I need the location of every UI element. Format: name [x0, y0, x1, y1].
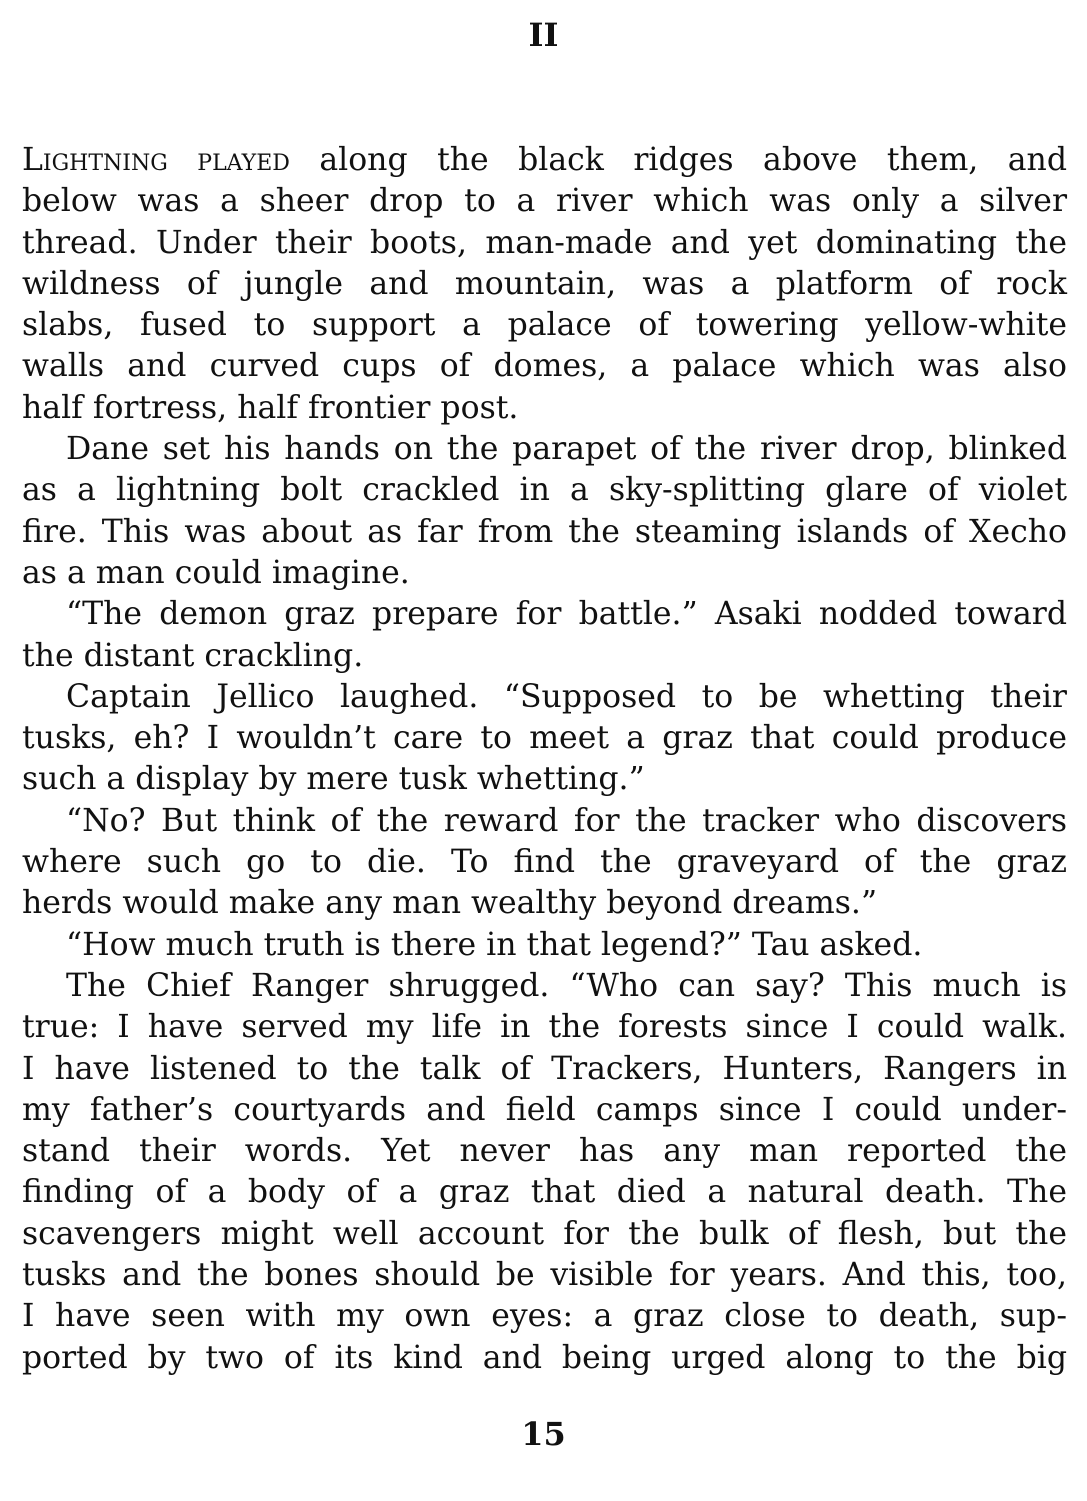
text-line: my father’s courtyards and field camps since I could under-: [22, 1091, 1067, 1128]
text-line: finding of a body of a graz that died a natural death. The: [22, 1174, 1067, 1211]
text-line: below was a sheer drop to a river which was only a silver: [22, 183, 1067, 220]
text-line: slabs, fused to support a palace of towering yellow-white: [22, 307, 1067, 344]
text-line-segment: along the black ridges above them, and: [289, 142, 1068, 178]
paragraph-4: [22, 677, 1067, 801]
text-line: true: I have served my life in the forests since I could walk.: [22, 1009, 1067, 1046]
text-line: half fortress, half frontier post.: [22, 389, 519, 426]
text-line: I have seen with my own eyes: a graz close to death, sup-: [22, 1298, 1067, 1335]
text-line: herds would make any man wealthy beyond dreams.”: [22, 885, 878, 922]
paragraph-1: [22, 140, 1067, 429]
text-line: “How much truth is there in that legend?” Tau asked.: [66, 926, 923, 963]
text-line: as a man could imagine.: [22, 554, 410, 591]
text-line: tusks and the bones should be visible for years. And this, too,: [22, 1257, 1067, 1294]
text-line: such a display by mere tusk whetting.”: [22, 761, 645, 798]
chapter-heading: II: [528, 16, 559, 54]
text-line: The Chief Ranger shrugged. “Who can say? This much is: [66, 967, 1067, 1004]
text-line: wildness of jungle and mountain, was a platform of rock: [22, 265, 1067, 302]
paragraph-2: [22, 429, 1067, 594]
text-line: Dane set his hands on the parapet of the river drop, blinked: [66, 431, 1067, 468]
text-line: tusks, eh? I wouldn’t care to meet a graz that could produce: [22, 720, 1067, 757]
text-line: I have listened to the talk of Trackers, Hunters, Rangers in: [22, 1050, 1067, 1087]
opening-smallcaps: Lightning played: [22, 142, 290, 178]
text-line: “No? But think of the reward for the tracker who discovers: [66, 802, 1067, 839]
paragraph-7: [22, 966, 1067, 1379]
text-line: thread. Under their boots, man-made and yet dominating the: [22, 224, 1067, 261]
text-line: scavengers might well account for the bulk of flesh, but the: [22, 1215, 1067, 1252]
text-line: [22, 140, 1067, 181]
text-line: stand their words. Yet never has any man reported the: [22, 1133, 1067, 1170]
paragraph-5: [22, 801, 1067, 925]
text-line: where such go to die. To find the graveyard of the graz: [22, 844, 1067, 881]
page-number: 15: [521, 1415, 566, 1453]
text-line: the distant crackling.: [22, 637, 364, 674]
text-line: walls and curved cups of domes, a palace which was also: [22, 348, 1067, 385]
paragraph-6: [22, 925, 1067, 966]
text-body: [22, 140, 1067, 1379]
text-line: fire. This was about as far from the steaming islands of Xecho: [22, 513, 1067, 550]
text-line: ported by two of its kind and being urged along to the big: [22, 1339, 1067, 1376]
text-line: as a lightning bolt crackled in a sky-splitting glare of violet: [22, 472, 1067, 509]
paragraph-3: [22, 594, 1067, 677]
text-line: “The demon graz prepare for battle.” Asaki nodded toward: [66, 596, 1067, 633]
text-line: Captain Jellico laughed. “Supposed to be whetting their: [66, 678, 1067, 715]
